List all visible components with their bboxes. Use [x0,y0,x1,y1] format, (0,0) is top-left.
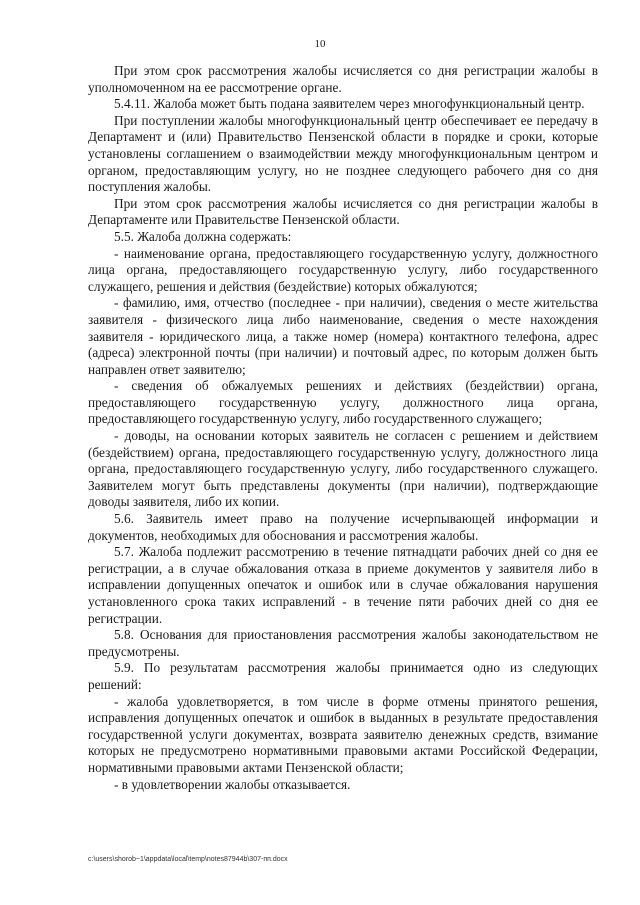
paragraph: При поступлении жалобы многофункциональный центр обеспечивает ее передачу в Департамент и (или) Правительство Пензенской области в порядке и сроки, которые установлены соглашением о взаимодействии между многофункциональным центром и органом, предоставляющим услугу, но не позднее следующего рабочего дня со дня поступления жалобы. [88,112,598,195]
paragraph: 5.6. Заявитель имеет право на получение исчерпывающей информации и документов, необходимых для обоснования и рассмотрения жалобы. [88,511,598,543]
paragraph: При этом срок рассмотрения жалобы исчисляется со дня регистрации жалобы в уполномоченном на ее рассмотрение органе. [88,63,598,95]
paragraph: - наименование органа, предоставляющего государственную услугу, должностного лица органа, предоставляющего государственную услугу, либо государственного служащего, решения и действия (бездействие) которых обжалуются; [88,245,598,294]
document-body [88,63,598,793]
page-number: 10 [314,38,326,50]
paragraph: При этом срок рассмотрения жалобы исчисляется со дня регистрации жалобы в Департаменте или Правительстве Пензенской области. [88,195,598,228]
paragraph: - сведения об обжалуемых решениях и действиях (бездействии) органа, предоставляющего государственную услугу, должностного лица органа, предоставляющего государственную услугу, либо государственного служащего; [88,378,598,427]
paragraph: 5.4.11. Жалоба может быть подана заявителем через многофункциональный центр. [114,96,585,112]
paragraph: - доводы, на основании которых заявитель не согласен с решением и действием (бездействием) органа, предоставляющего государственную услугу, должностного лица органа, предоставляющего государственную услугу, либо государственного служащего. Заявителем могут быть представлены документы (при наличии), подтверждающие доводы заявителя, либо их копии. [88,428,598,510]
footer-file-path: c:\users\shorob~1\appdata\local\temp\notes87944b\307-пп.docx [88,856,288,863]
paragraph: 5.8. Основания для приостановления рассмотрения жалобы законодательством не предусмотрены. [88,627,598,659]
paragraph: - жалоба удовлетворяется, в том числе в форме отмены принятого решения, исправления допущенных опечаток и ошибок в выданных в результате предоставления государственной услуги документах, возврата заявителю денежных средств, взимание которых не предусмотрено нормативными правовыми актами Российской Федерации, нормативными правовыми актами Пензенской области; [88,693,598,775]
paragraph: 5.7. Жалоба подлежит рассмотрению в течение пятнадцати рабочих дней со дня ее регистрации, а в случае обжалования отказа в приеме документов у заявителя либо в исправлении допущенных опечаток и ошибок или в случае обжалования нарушения установленного срока таких исправлений - в течение пяти рабочих дней со дня ее регистрации. [88,544,598,626]
paragraph: - фамилию, имя, отчество (последнее - при наличии), сведения о месте жительства заявителя - физического лица либо наименование, сведения о месте нахождения заявителя - юридического лица, а также номер (номера) контактного телефона, адрес (адреса) электронной почты (при наличии) и почтовый адрес, по которым должен быть направлен ответ заявителю; [88,295,598,377]
paragraph: - в удовлетворении жалобы отказывается. [114,776,351,792]
paragraph: 5.5. Жалоба должна содержать: [114,228,292,244]
paragraph: 5.9. По результатам рассмотрения жалобы принимается одно из следующих решений: [88,660,598,692]
